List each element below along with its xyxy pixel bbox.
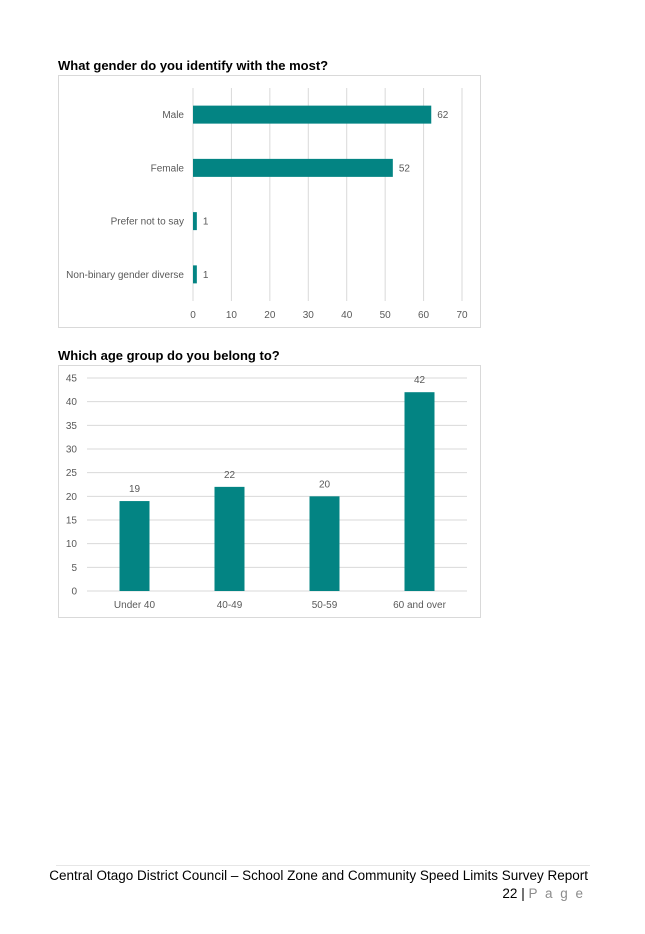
age-data-label: 19 <box>128 484 141 496</box>
age-bar <box>405 392 435 591</box>
page-number: 22 <box>502 886 518 901</box>
gender-data-label: 1 <box>202 269 209 281</box>
gender-x-tick-label: 10 <box>225 310 237 321</box>
age-y-tick-label: 20 <box>65 491 77 503</box>
age-bar <box>120 501 150 591</box>
gender-bar <box>193 265 197 283</box>
gender-data-label: 1 <box>202 216 209 228</box>
gender-x-tick-label: 50 <box>379 310 391 321</box>
age-y-tick-label: 35 <box>65 420 77 432</box>
gender-x-tick-label: 30 <box>302 310 314 321</box>
page-word: P a g e <box>528 886 585 901</box>
age-y-tick-label: 10 <box>65 539 77 551</box>
age-y-tick-label: 45 <box>65 373 77 385</box>
age-y-tick-label: 15 <box>65 515 77 527</box>
gender-bar <box>193 212 197 230</box>
age-y-tick-label: 40 <box>65 397 77 409</box>
gender-x-tick-label: 20 <box>264 310 276 321</box>
gender-bar-chart-svg <box>59 76 482 329</box>
age-category-label: 40-49 <box>216 600 243 611</box>
age-y-tick-label: 30 <box>65 444 77 456</box>
gender-category-label: Female <box>150 163 184 175</box>
gender-category-label: Male <box>162 110 184 122</box>
age-y-tick-label: 0 <box>71 586 77 598</box>
gender-category-label: Prefer not to say <box>110 216 184 228</box>
age-question-heading: Which age group do you belong to? <box>58 348 280 363</box>
age-bar <box>215 487 245 591</box>
age-y-tick-label: 25 <box>65 468 77 480</box>
gender-x-tick-label: 40 <box>341 310 353 321</box>
age-data-label: 22 <box>223 469 236 481</box>
gender-category-label: Non-binary gender diverse <box>66 269 184 281</box>
age-data-label: 42 <box>413 375 426 387</box>
age-y-tick-label: 5 <box>71 562 77 574</box>
gender-data-label: 52 <box>398 163 410 175</box>
gender-bar <box>193 106 431 124</box>
page-separator: | <box>517 886 529 901</box>
age-data-label: 20 <box>318 479 331 491</box>
gender-bar <box>193 159 393 177</box>
gender-x-tick-label: 60 <box>418 310 430 321</box>
age-bar-chart-svg <box>59 366 482 619</box>
gender-x-tick-label: 70 <box>456 310 468 321</box>
gender-question-heading: What gender do you identify with the most? <box>58 58 329 73</box>
gender-chart <box>58 75 481 328</box>
footer-divider <box>56 865 590 866</box>
age-category-label: Under 40 <box>113 600 156 611</box>
footer-page-number <box>502 886 585 901</box>
footer-report-title: Central Otago District Council – School Zone and Community Speed Limits Survey Report <box>49 868 588 883</box>
age-bar <box>310 496 340 591</box>
gender-data-label: 62 <box>437 110 449 122</box>
gender-x-tick-label: 0 <box>190 310 196 321</box>
age-chart <box>58 365 481 618</box>
age-category-label: 60 and over <box>393 600 446 611</box>
age-category-label: 50-59 <box>311 600 338 611</box>
